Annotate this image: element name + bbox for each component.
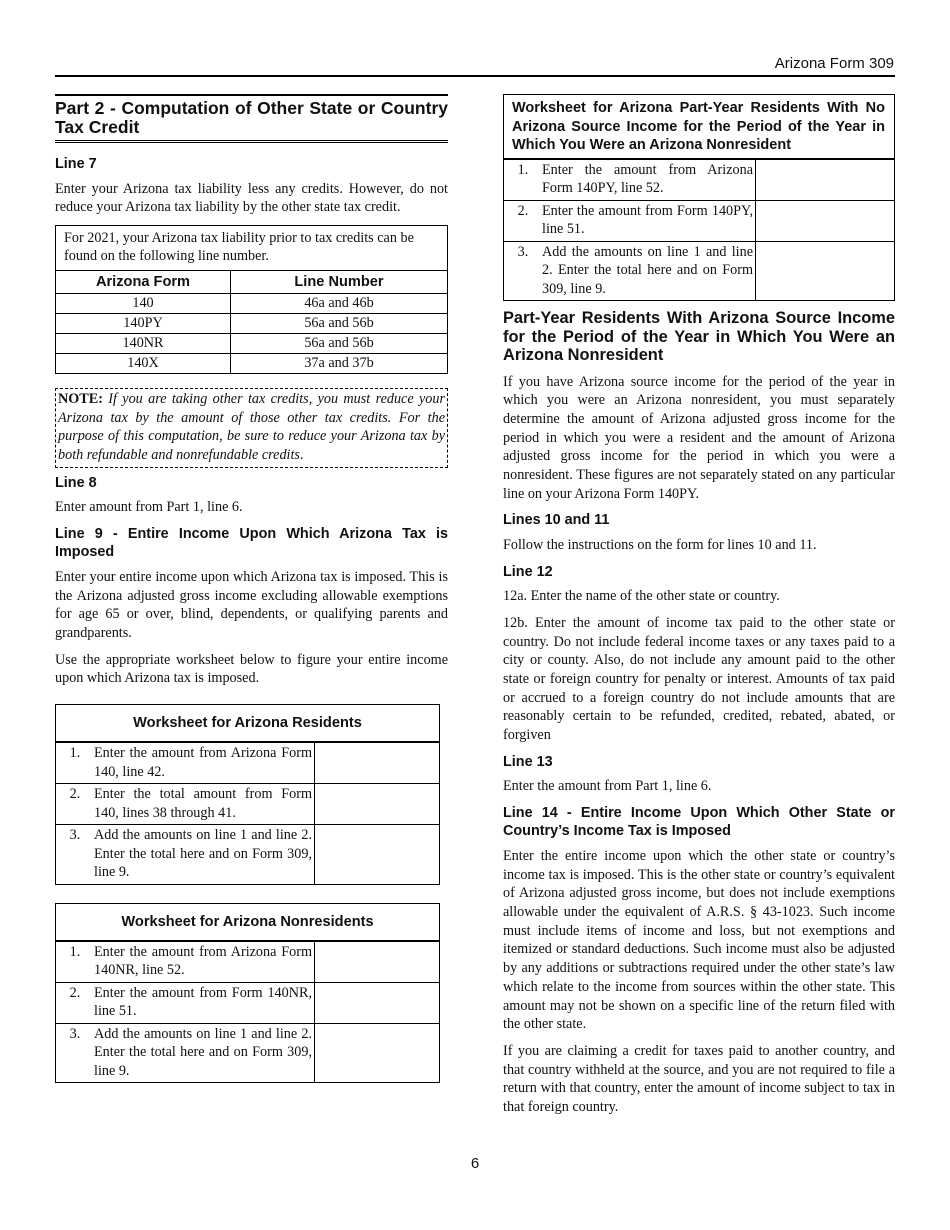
row-text: Enter the total amount from Form 140, lines 38 through 41.	[94, 786, 312, 821]
row-number: 1.	[69, 745, 81, 762]
amount-field[interactable]	[314, 784, 439, 824]
row-text: Add the amounts on line 1 and line 2. Enter the total here and on Form 309, line 9.	[542, 243, 753, 297]
worksheet-part-year	[503, 94, 895, 301]
worksheet-residents	[55, 704, 440, 885]
row-text: Enter the amount from Form 140NR, line 51.	[94, 984, 312, 1020]
row-text: Add the amounts on line 1 and line 2. Enter the total here and on Form 309, line 9.	[94, 1025, 312, 1079]
table-row	[56, 313, 447, 333]
worksheet-row	[504, 241, 894, 301]
row-text: Enter the amount from Form 140PY, line 51.	[542, 202, 753, 237]
row-number: 2.	[69, 786, 81, 803]
worksheet-row	[56, 1023, 439, 1083]
amount-field[interactable]	[755, 242, 894, 301]
line7-text: Enter your Arizona tax liability less any credits. However, do not reduce your Arizona tax liability by the other state tax credit.	[55, 180, 448, 216]
part-heading: Part 2 - Computation of Other State or Country Tax Credit	[55, 94, 448, 143]
right-column	[503, 94, 895, 1125]
line12-heading: Line 12	[503, 563, 553, 580]
line14-heading: Line 14 - Entire Income Upon Which Other State or Country’s Income Tax is Imposed	[503, 804, 895, 840]
line-cell: 46a and 46b	[231, 293, 448, 313]
line8-text: Enter amount from Part 1, line 6.	[55, 499, 243, 516]
row-number: 3.	[69, 827, 81, 844]
amount-field[interactable]	[314, 942, 439, 982]
note-text: If you are taking other tax credits, you must reduce your Arizona tax by the amount of those other tax credits. For the purpose of this computation, be sure to reduce your Arizona tax by both refundable and nonrefundable credits	[58, 390, 445, 464]
worksheet-row	[56, 982, 439, 1023]
line-cell: 56a and 56b	[231, 333, 448, 353]
table-row	[56, 333, 447, 353]
worksheet-row	[504, 200, 894, 241]
worksheet-nonresidents	[55, 903, 440, 1084]
form-title: Arizona Form 309	[774, 55, 894, 72]
row-number: 2.	[69, 984, 81, 1001]
worksheet-title: Worksheet for Arizona Residents	[56, 705, 439, 742]
worksheet-row	[56, 783, 439, 824]
amount-field[interactable]	[314, 743, 439, 783]
part-year-heading: Part-Year Residents With Arizona Source Income for the Period of the Year in Which You Were an Arizona Nonresident	[503, 309, 895, 364]
row-number: 3.	[517, 243, 529, 260]
form-cell: 140PY	[56, 313, 231, 333]
header-rule	[55, 75, 895, 77]
row-text: Add the amounts on line 1 and line 2. Enter the total here and on Form 309, line 9.	[94, 827, 312, 881]
row-text: Enter the amount from Arizona Form 140, line 42.	[94, 745, 312, 780]
row-text: Enter the amount from Arizona Form 140PY, line 52.	[542, 161, 753, 196]
line13-text: Enter the amount from Part 1, line 6.	[503, 778, 712, 795]
row-number: 1.	[69, 943, 81, 960]
worksheet-title: Worksheet for Arizona Part-Year Residents With No Arizona Source Income for the Period of the Year in Which You Were an Arizona Nonresident	[504, 95, 894, 159]
form-cell: 140X	[56, 353, 231, 373]
part-year-text: If you have Arizona source income for the period of the year in which you were an Arizona nonresident, you must separately determine the amount of Arizona adjusted gross income for the period in which you were a resident and the amount of Arizona adjusted gross income for the period in which you were a nonresident. These figures are not separately stated on any particular line on your Arizona Form 140PY.	[503, 373, 895, 502]
lines-10-11-heading: Lines 10 and 11	[503, 512, 610, 529]
amount-field[interactable]	[755, 160, 894, 200]
row-number: 2.	[517, 202, 529, 219]
line7-heading: Line 7	[55, 156, 97, 172]
line14-text-2: If you are claiming a credit for taxes paid to another country, and that country withheld at the source, and you are not required to file a return with that country, enter the amount of income subject to tax in that foreign country.	[503, 1042, 895, 1116]
amount-field[interactable]	[314, 983, 439, 1023]
note-label: NOTE:	[58, 390, 103, 407]
left-column	[55, 94, 448, 1083]
worksheet-title: Worksheet for Arizona Nonresidents	[56, 904, 439, 941]
worksheet-row	[56, 941, 439, 982]
worksheet-row	[504, 159, 894, 200]
row-number: 3.	[69, 1025, 81, 1042]
line9-text-2: Use the appropriate worksheet below to figure your entire income upon which Arizona tax is imposed.	[55, 651, 448, 687]
line14-text-1: Enter the entire income upon which the other state or country’s income tax is imposed. This is the other state or country’s equivalent of Arizona adjusted gross income, but does not include exemptions allowable under the equivalent of A.R.S. § 43-1023. Such income must include items of income and loss, but not exemptions and itemized or standard deductions. Such income must also be adjusted by any additions or subtractions required under the other state’s law which relate to the income from sources within the other state. This amount may not be shown on a specific line of the return filed with the other state.	[503, 847, 895, 1033]
line9-heading: Line 9 - Entire Income Upon Which Arizona Tax is Imposed	[55, 525, 448, 561]
line12b-text: 12b. Enter the amount of income tax paid to the other state or country. Do not include federal income taxes or any taxes paid to a city or county. Also, do not include any amount paid to the other state or foreign country for penalty or interest. Amounts of tax paid or accrued to a foreign country do not include amounts that are reasonably certain to be refunded, credited, rebated, abated, or forgiven	[503, 614, 895, 744]
note-box: NOTE: If you are taking other tax credits, you must reduce your Arizona tax by the amount of those other tax credits. For the purpose of this computation, be sure to reduce your Arizona tax by both refundable and nonrefundable credits.	[55, 388, 448, 468]
page-number: 6	[470, 1155, 480, 1172]
row-number: 1.	[517, 161, 529, 178]
form-cell: 140NR	[56, 333, 231, 353]
form-cell: 140	[56, 293, 231, 313]
table-row	[56, 293, 447, 313]
tax-liability-table	[55, 225, 448, 374]
col-header-arizona-form: Arizona Form	[56, 271, 231, 294]
lines-10-11-text: Follow the instructions on the form for lines 10 and 11.	[503, 536, 817, 553]
amount-field[interactable]	[755, 201, 894, 241]
line8-heading: Line 8	[55, 474, 97, 491]
worksheet-row	[56, 742, 439, 783]
amount-field[interactable]	[314, 1024, 439, 1083]
row-text: Enter the amount from Arizona Form 140NR, line 52.	[94, 943, 312, 979]
table-row	[56, 353, 447, 373]
line12a-text: 12a. Enter the name of the other state or country.	[503, 588, 780, 605]
line9-text-1: Enter your entire income upon which Arizona tax is imposed. This is the Arizona adjusted gross income excluding allowable exemptions for age 65 or over, blind, dependents, or qualifying parents and grandparents.	[55, 568, 448, 642]
worksheet-row	[56, 824, 439, 884]
line13-heading: Line 13	[503, 753, 553, 770]
amount-field[interactable]	[314, 825, 439, 884]
tax-liability-intro: For 2021, your Arizona tax liability prior to tax credits can be found on the following line number.	[56, 226, 447, 271]
col-header-line-number: Line Number	[294, 273, 384, 290]
line-cell: 37a and 37b	[231, 353, 448, 373]
line-cell: 56a and 56b	[231, 313, 448, 333]
